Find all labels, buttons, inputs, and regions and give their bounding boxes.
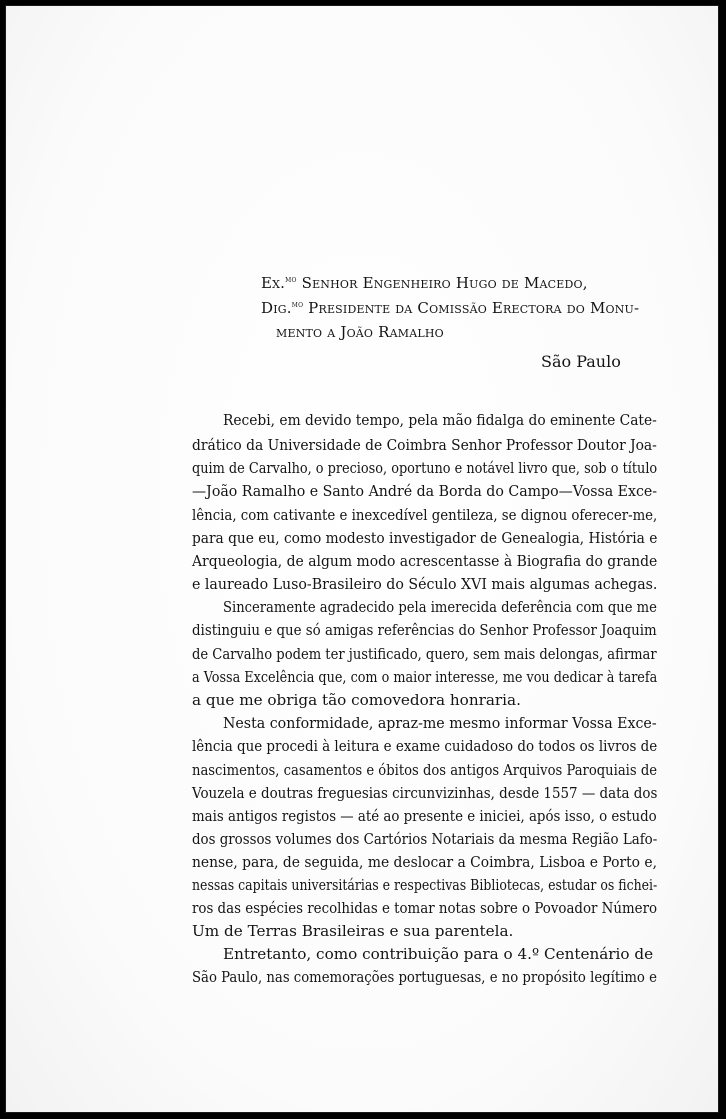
address-line-1: Ex.$^{mo}$ Senhor Engenheiro Hugo de Macedo, [261,274,588,292]
p3-line-9: ros das espécies recolhidas e tomar notas sobre o Povoador Número [192,899,658,917]
p1-line-6: para que eu, como modesto investigador de Genealogia, História e [192,529,658,547]
p3-line-6: dos grossos volumes dos Cartórios Notariais da mesma Região Lafo- [192,830,658,848]
p3-line-4: Vouzela e doutras freguesias circunvizinhas, desde 1557 — data dos [192,784,658,802]
p4-line-2: São Paulo, nas comemorações portuguesas, e no propósito legítimo e [192,968,657,986]
p2-line-4: a Vossa Excelência que, com o maior interesse, me vou dedicar à tarefa [192,668,658,686]
p3-line-1: Nesta conformidade, apraz-me mesmo informar Vossa Exce- [223,714,657,732]
p1-line-1: Recebi, em devido tempo, pela mão fidalga do eminente Cate- [223,411,657,429]
p3-line-2: lência que procedi à leitura e exame cuidadoso do todos os livros de [192,737,658,755]
p2-line-5: a que me obriga tão comovedora honraria. [192,691,521,709]
page [5,5,719,1113]
p3-line-10: Um de Terras Brasileiras e sua parentela. [192,922,514,940]
p3-line-8: nessas capitais universitárias e respectivas Bibliotecas, estudar os fichei- [192,876,658,894]
p4-line-1: Entretanto, como contribuição para o 4.º Centenário de [223,945,654,963]
address-line-3: mento a João Ramalho [276,323,444,341]
p3-line-3: nascimentos, casamentos e óbitos dos antigos Arquivos Paroquiais de [192,761,658,779]
p3-line-7: nense, para, de seguida, me deslocar a Coimbra, Lisboa e Porto e, [192,853,658,871]
p2-line-3: de Carvalho podem ter justificado, quero, sem mais delongas, afirmar [192,645,657,663]
address-line-2: Dig.$^{mo}$ Presidente da Comissão Erectora do Monu- [261,299,640,317]
p1-line-2: drático da Universidade de Coimbra Senhor Professor Doutor Joa- [192,436,657,454]
p2-line-2: distinguiu e que só amigas referências do Senhor Professor Joaquim [192,621,657,639]
p1-line-3: quim de Carvalho, o precioso, oportuno e notável livro que, sob o título [192,459,658,477]
p3-line-5: mais antigos registos — até ao presente e iniciei, após isso, o estudo [192,807,657,825]
p1-line-5: lência, com cativante e inexcedível gentileza, se dignou oferecer-me, [192,506,658,524]
p1-line-7: Arqueologia, de algum modo acrescentasse à Biografia do grande [192,552,658,570]
p1-line-4: —João Ramalho e Santo André da Borda do Campo—Vossa Exce- [192,482,658,500]
p1-line-8: e laureado Luso-Brasileiro do Século XVI mais algumas achegas. [192,575,658,593]
p2-line-1: Sinceramente agradecido pela imerecida deferência com que me [223,598,657,616]
place-name: São Paulo [541,352,621,371]
